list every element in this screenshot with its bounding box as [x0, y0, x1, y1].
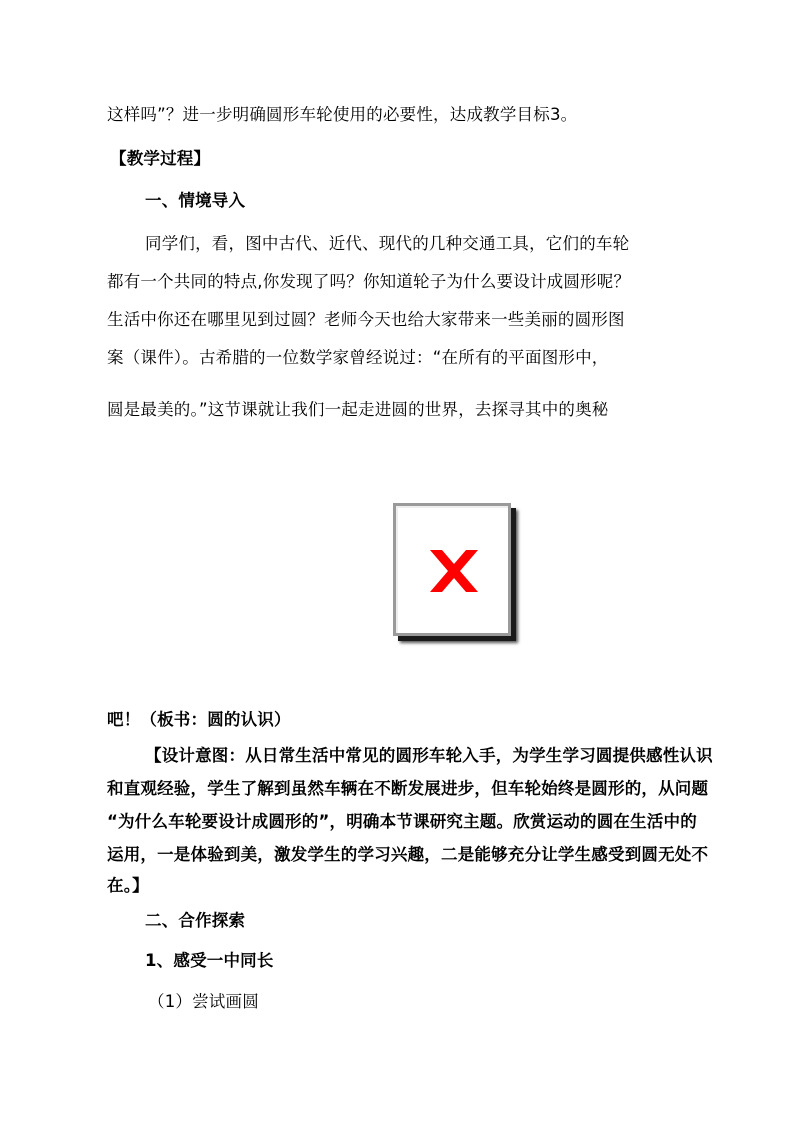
paragraph-line: （1）尝试画圆 — [148, 992, 259, 1011]
section-heading: 【教学过程】 — [110, 149, 211, 168]
broken-image-icon — [426, 546, 482, 596]
paragraph-line: 同学们，看，图中古代、近代、现代的几种交通工具，它们的车轮 — [145, 234, 630, 253]
subsection-heading: 1、感受一中同长 — [145, 951, 274, 970]
subsection-heading: 二、合作探索 — [145, 911, 246, 930]
design-intent-line: 运用，一是体验到美，激发学生的学习兴趣，二是能够充分让学生感受到圆无处不 — [107, 845, 709, 864]
design-intent-line: 在。】 — [107, 876, 149, 895]
broken-image-placeholder — [393, 503, 511, 636]
paragraph-line: 这样吗”？进一步明确圆形车轮使用的必要性，达成教学目标3。 — [107, 105, 578, 124]
paragraph-line: 生活中你还在哪里见到过圆？老师今天也给大家带来一些美丽的圆形图 — [107, 310, 625, 329]
design-intent-line: 【设计意图：从日常生活中常见的圆形车轮入手，为学生学习圆提供感性认识 — [145, 746, 713, 765]
subsection-heading: 一、情境导入 — [145, 191, 246, 210]
paragraph-line: 圆是最美的。”这节课就让我们一起走进圆的世界，去探寻其中的奥秘 — [107, 400, 609, 419]
paragraph-line: 吧！（板书：圆的认识） — [107, 710, 291, 729]
design-intent-line: 和直观经验，学生了解到虽然车辆在不断发展进步，但车轮始终是圆形的，从问题 — [107, 779, 709, 798]
paragraph-line: 案（课件）。古希腊的一位数学家曾经说过：“在所有的平面图形中， — [107, 348, 609, 367]
paragraph-line: 都有一个共同的特点,你发现了吗？你知道轮子为什么要设计成圆形呢？ — [107, 272, 631, 291]
design-intent-line: “为什么车轮要设计成圆形的”，明确本节课研究主题。欣赏运动的圆在生活中的 — [107, 812, 697, 831]
